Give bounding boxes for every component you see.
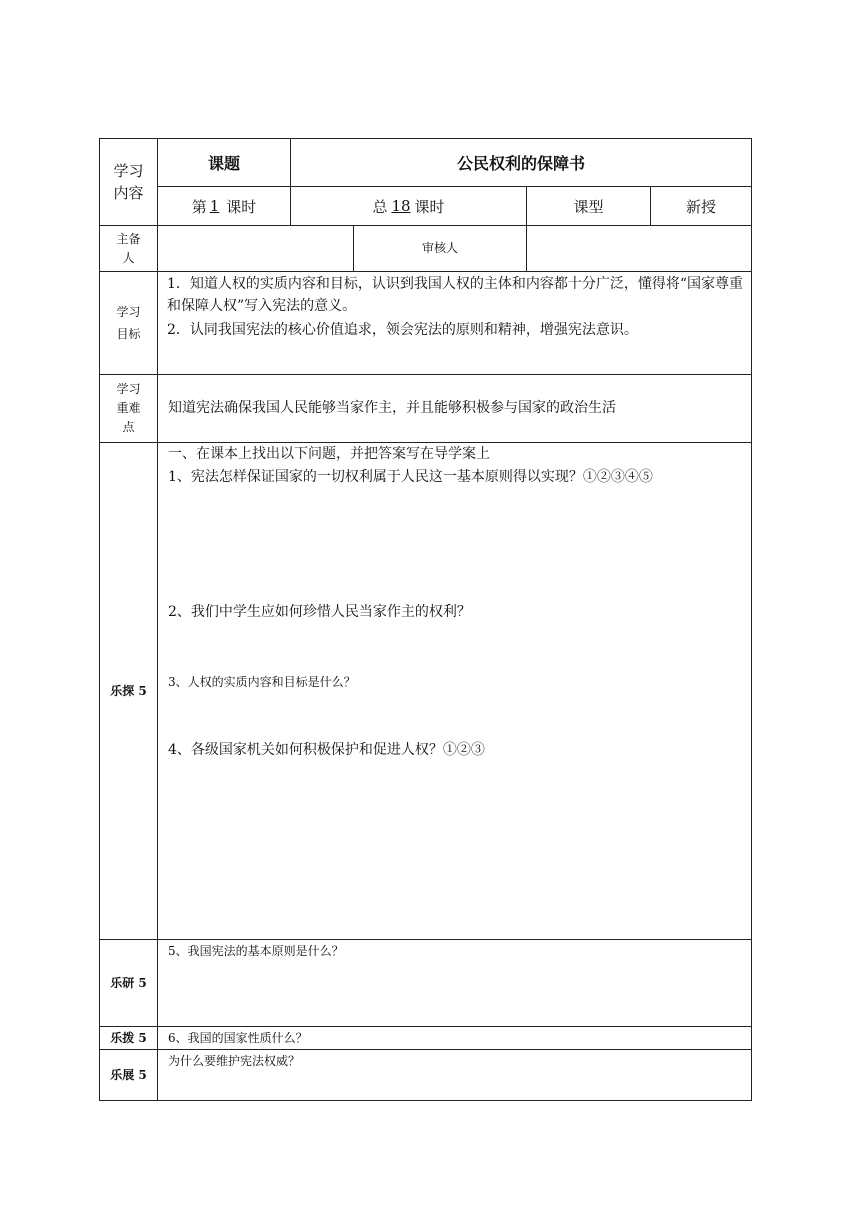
extend-content-cell bbox=[157, 1049, 752, 1101]
goals-content-cell bbox=[157, 271, 752, 375]
question-4: 4、各级国家机关如何积极保护和促进人权？①②③ bbox=[168, 742, 485, 758]
extend-label: 乐展 5 bbox=[110, 1067, 147, 1082]
pull-label: 乐拨 5 bbox=[110, 1030, 147, 1045]
preparer-value-cell bbox=[157, 225, 354, 272]
lesson-prefix: 第 bbox=[191, 197, 207, 216]
goal-item-1: 1．知道人权的实质内容和目标，认识到我国人权的主体和内容都十分广泛，懂得将“国家尊重和保障人权”写入宪法的意义。 bbox=[167, 276, 744, 314]
question-7: 为什么要维护宪法权威？ bbox=[168, 1054, 301, 1068]
goals-label: 学习 目标 bbox=[116, 305, 141, 341]
reviewer-label: 审核人 bbox=[421, 241, 458, 255]
type-value: 新授 bbox=[685, 197, 716, 216]
preparer-label: 主备 人 bbox=[116, 231, 141, 265]
study-content-label-cell bbox=[99, 138, 158, 226]
goals-label-cell bbox=[99, 271, 158, 375]
goal-item-2: 2．认同我国宪法的核心价值追求，领会宪法的原则和精神，增强宪法意识。 bbox=[167, 322, 638, 338]
key-points-label-cell bbox=[99, 374, 158, 443]
explore-content-cell bbox=[157, 442, 752, 940]
lesson-number-cell bbox=[157, 186, 291, 226]
total-suffix: 课时 bbox=[414, 197, 445, 216]
key-points-label: 学习 重难 点 bbox=[116, 382, 141, 434]
type-label: 课型 bbox=[573, 197, 604, 216]
question-6: 6、我国的国家性质什么？ bbox=[168, 1031, 308, 1045]
topic-value-cell bbox=[290, 138, 752, 187]
explore-label: 乐探 5 bbox=[110, 683, 147, 698]
pull-label-cell bbox=[99, 1026, 158, 1050]
topic-title: 公民权利的保障书 bbox=[456, 154, 585, 173]
question-5: 5、我国宪法的基本原则是什么？ bbox=[168, 944, 344, 958]
research-label: 乐研 5 bbox=[110, 975, 147, 990]
preparer-label-cell bbox=[99, 225, 158, 272]
type-value-cell bbox=[650, 186, 752, 226]
explore-intro: 一、在课本上找出以下问题，并把答案写在导学案上 bbox=[168, 446, 490, 462]
key-points-content-cell bbox=[157, 374, 752, 443]
key-points-text: 知道宪法确保我国人民能够当家作主，并且能够积极参与国家的政治生活 bbox=[168, 400, 616, 416]
reviewer-value-cell bbox=[526, 225, 752, 272]
lesson-plan-table bbox=[99, 138, 752, 1101]
explore-label-cell bbox=[99, 442, 158, 940]
pull-content-cell bbox=[157, 1026, 752, 1050]
question-2: 2、我们中学生应如何珍惜人民当家作主的权利？ bbox=[168, 604, 471, 620]
topic-label-cell bbox=[157, 138, 291, 187]
total-lesson-cell bbox=[290, 186, 527, 226]
type-label-cell bbox=[526, 186, 651, 226]
lesson-suffix: 课时 bbox=[226, 197, 257, 216]
topic-label: 课题 bbox=[207, 154, 240, 173]
research-label-cell bbox=[99, 939, 158, 1027]
total-prefix: 总 bbox=[372, 197, 388, 216]
question-3: 3、人权的实质内容和目标是什么？ bbox=[168, 675, 356, 689]
study-content-label: 学习 内容 bbox=[113, 162, 144, 202]
total-number: 18 bbox=[391, 197, 411, 215]
question-1: 1、宪法怎样保证国家的一切权利属于人民这一基本原则得以实现？①②③④⑤ bbox=[168, 469, 653, 485]
research-content-cell bbox=[157, 939, 752, 1027]
lesson-number: 1 bbox=[209, 197, 220, 215]
reviewer-label-cell bbox=[353, 225, 527, 272]
extend-label-cell bbox=[99, 1049, 158, 1101]
